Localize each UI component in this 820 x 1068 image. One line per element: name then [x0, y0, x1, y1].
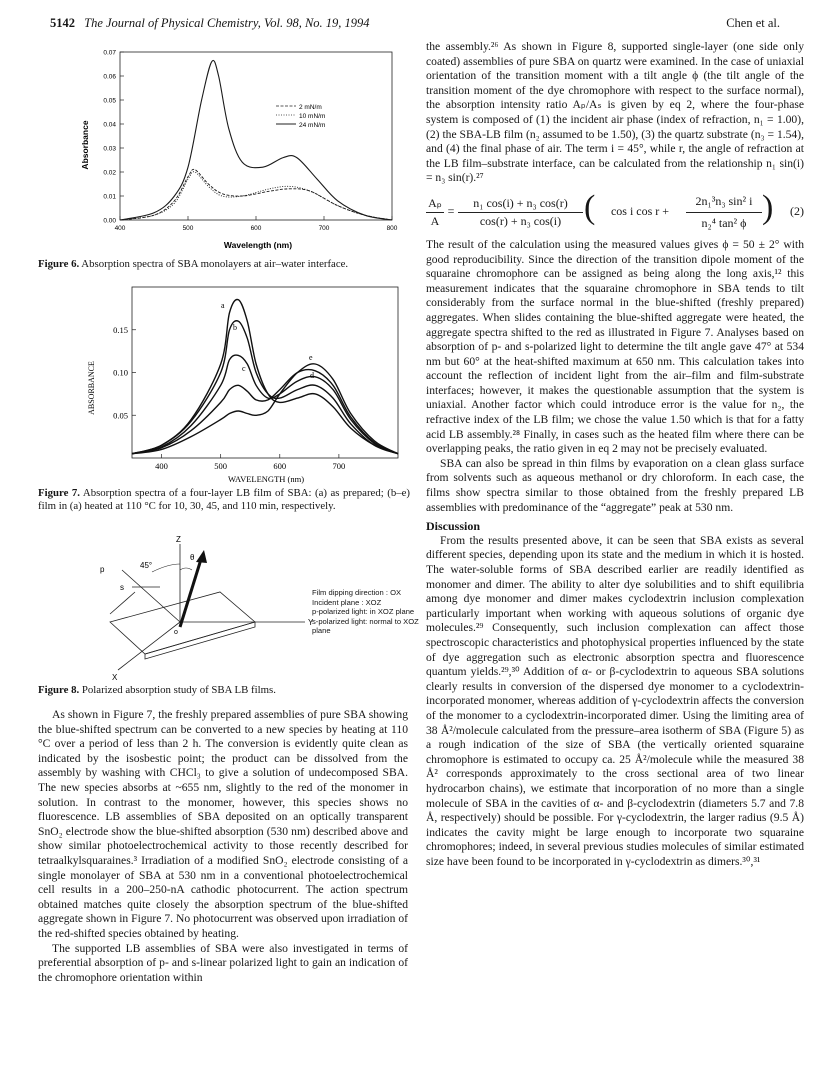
figure-6-ylabel: Absorbance [80, 120, 90, 170]
right-column-text [426, 40, 804, 869]
paragraph-assembly: the assembly.²⁶ As shown in Figure 8, supported single-layer (one side only coated) assemblies of pure SBA on quartz were examined. In the case of uniaxial orientation of the transition moment with a tilt angle ϕ (the tilt angle of the transition moment of the dye chromophore with respect to the surface normal), the absorption intensity ratio Aₚ/Aₛ is given by eq 2, where the four-phase system is composed of (1) the incident air phase (index of refraction, n₁ = 1.00), (2) the SBA-LB film (n₂ assumed to be 1.50), (3) the quartz substrate (n₃ = 1.54), and (4) the final phase of air. The term i = 45°, while r, the angle of refraction at the LB film–substrate interface, can be calculated from the relationship n₁ sin(i) = n₃ sin(r).²⁷ [426, 40, 804, 185]
label-theta: θ [190, 553, 195, 562]
curve-label-a: a [221, 301, 225, 310]
figure-7-caption-text: Absorption spectra of a four-layer LB film of SBA: (a) as prepared; (b–e) film in (a) heated at 110 °C for 10, 30, 45, and 110 min, respectively. [38, 487, 410, 513]
figure-7-axes [113, 287, 398, 471]
left-column-text [38, 708, 408, 985]
theta-arc [180, 568, 192, 570]
eq-paren-left: cos i cos r + [610, 203, 670, 218]
arrow-head [196, 550, 207, 563]
figure-6-lines [120, 60, 392, 220]
legend-p-polarized: p-polarized light: in XOZ plane [312, 607, 415, 617]
curve-label-e: e [309, 353, 313, 362]
x-tick-label: 600 [250, 225, 262, 232]
angle-arc [152, 564, 180, 572]
running-head [50, 16, 780, 36]
eq-number: (2) [790, 203, 804, 218]
page-number: 5142 [50, 16, 75, 30]
eq-mid-num: n₁ cos(i) + n₃ cos(r) [473, 195, 568, 210]
curve-label-c: c [242, 364, 246, 373]
x-tick-label: 400 [114, 225, 126, 232]
eq-lhs-den: A [430, 213, 440, 228]
x-axis [118, 622, 180, 670]
series-line-e [132, 364, 398, 454]
legend-2mnm: 2 mN/m [299, 104, 322, 111]
label-x: X [112, 673, 118, 682]
y-tick-label: 0.15 [113, 324, 128, 335]
journal-title: The Journal of Physical Chemistry, Vol. 98, No. 19, 1994 [84, 16, 370, 30]
series-line-a [132, 300, 398, 454]
figure-6-xlabel: Wavelength (nm) [223, 240, 293, 250]
plot-frame [120, 52, 392, 220]
authors: Chen et al. [726, 16, 780, 30]
figure-8-legend [312, 588, 422, 636]
y-tick-label: 0.03 [103, 145, 116, 153]
label-o: o [174, 629, 178, 636]
figure-7-caption [38, 487, 410, 513]
y-tick-label: 0.04 [103, 121, 116, 129]
y-tick-label: 0.05 [103, 97, 116, 105]
curve-label-b: b [233, 323, 237, 332]
y-tick-label: 0.02 [103, 169, 116, 177]
eq-lhs-num: Aₚ [428, 195, 442, 210]
y-tick-label: 0.07 [103, 49, 116, 57]
figure-8-caption-label: Figure 8. [38, 684, 80, 696]
eq-mid-den: cos(r) + n₃ cos(i) [479, 213, 562, 228]
x-tick-label: 400 [155, 461, 168, 471]
label-y: Y [308, 618, 314, 627]
label-p: p [100, 565, 105, 574]
figure-6-chart [70, 40, 410, 255]
legend-dipping: Film dipping direction : OX [312, 588, 402, 597]
y-tick-label: 0.00 [103, 217, 116, 225]
figure-8-caption-text: Polarized absorption study of SBA LB films. [81, 684, 276, 696]
figure-7-xlabel: WAVELENGTH (nm) [227, 474, 305, 484]
figure-7-curve-labels [221, 301, 314, 380]
x-tick-label: 600 [273, 461, 287, 471]
y-tick-label: 0.01 [103, 193, 116, 201]
p-vector [110, 592, 135, 614]
y-tick-label: 0.06 [103, 73, 116, 81]
figure-6-caption-text: Absorption spectra of SBA monolayers at air–water interface. [81, 258, 349, 270]
legend-incident: Incident plane : XOZ [312, 597, 382, 607]
figure-6-axes [103, 50, 397, 233]
x-tick-label: 800 [386, 225, 398, 232]
paragraph-polarized: The supported LB assemblies of SBA were also investigated in terms of preferential absorption of p- and s-linear polarized light to gain an indication of the chromophore orientation within [38, 941, 408, 984]
paragraph-heating: As shown in Figure 7, the freshly prepared assemblies of pure SBA showing the blue-shifted spectrum can be converted to a new species by heating at 110 °C over a period of less than 2 h. The conversion is evidently quite clean as indicated by the isosbestic point; the product can be dissolved from the assembly by washing with CHCl₃ to give a solution of undecomposed SBA. The new species absorbs at ~655 nm, slightly to the red of the monomer in solution. In contrast to the monomer, however, this species shows no fluorescence. LB assemblies of SBA deposited on an optically transparent SnO₂ electrode show the blue-shifted absorption (530 nm) described above and show similar photoelectrochemical activity to those recently described for tetraalkylsquaraines.³ Irradiation of a modified SnO₂ electrode consisting of a single monolayer of SBA at 530 nm in a conventional photoelectrochemical cell results in a 200–250-nA cathodic photocurrent. The action spectrum obtained matches quite closely the absorption spectrum of the blue-shifted aggregate shown in Figure 7. No photocurrent was observed upon irradiation of the red-shifted species obtained by heating. [38, 708, 408, 940]
x-tick-label: 500 [182, 225, 194, 232]
figure-6-caption-label: Figure 6. [38, 258, 80, 270]
label-z: Z [176, 535, 181, 544]
x-tick-label: 700 [332, 461, 346, 471]
series-line-0 [120, 169, 392, 220]
paragraph-spread: SBA can also be spread in thin films by evaporation on a clean glass surface from solvents such as aqueous methanol or dry chloroform. In each case, the films show spectra similar to those obtained from the freshly prepared LB assemblies with predominance of the “aggregate” peak at 530 nm. [426, 456, 804, 514]
figure-7-caption-label: Figure 7. [38, 487, 80, 499]
legend-s-polarized: s-polarized light: normal to XOZ plane [312, 616, 419, 636]
legend-24mnm: 24 mN/m [299, 122, 326, 129]
equation-2: Aₚ A = n₁ cos(i) + n₃ cos(r) cos(r) + n₃ cos(i) ( cos i cos r + 2n₁³n₃ sin² i n₂⁴ tan² ϕ ) (2) [426, 190, 804, 236]
legend-10mnm: 10 mN/m [299, 113, 326, 120]
series-line-1 [120, 172, 392, 220]
y-tick-label: 0.10 [113, 367, 128, 378]
paragraph-calculation: The result of the calculation using the measured values gives ϕ = 50 ± 2° with good reproducibility. Since the direction of the transition dipole moment of the squaraine chromophore can be assigned as being along the long axis,¹² this measurement indicates that the squaraine chromophore in SBA tends to tilt considerably from the surface normal in the blue-shifted (freshly prepared) aggregates. When slides containing the blue-shifted aggregate were heated, the aggregate spectra shifted to the red as illustrated in Figure 7. Analyses based on absorption of p- and s-polarized light to determine the tilt angle gave 47° at 534 nm but 60° at the heat-shifted maximum at 650 nm. This calculation takes into account the reflection of incident light from the air–film and film-substrate interfaces; however, it makes the questionable assumption that the system is uniaxial. Another factor which could introduce error is the value for n₂, the refractive index of the LB film; we chose the value 1.50 which is that for a fatty acid LB assembly.²⁸ Finally, in cases such as the heated film where there can be overlapping peaks, the ratio given in eq 2 may not be precisely evaluated. [426, 237, 804, 456]
figure-8-caption [38, 684, 410, 697]
eq-rhs-num: 2n₁³n₃ sin² i [695, 193, 753, 208]
label-s: s [120, 583, 124, 592]
x-tick-label: 500 [214, 461, 228, 471]
figure-7-ylabel: ABSORBANCE [87, 361, 96, 415]
figure-6-caption [38, 258, 410, 271]
paragraph-discussion: From the results presented above, it can be seen that SBA exists as several different species, depending upon its state and the medium in which it is hosted. The water-soluble forms of SBA described earlier are readily identified as monomer and dimer. The ability to alter dye solubilities and to shift equilibria among dye monomer and dimer makes cyclodextrin inclusion complexation particularly important when working with aqueous solutions of organic dye molecules.²⁹ Consequently, such inclusion complexation can affect those spectroscopic characteristics and photophysical properties influenced by the state of dye aggregation such as electronic absorption spectra and fluorescence quantum yields.²⁹,³⁰ Addition of α- or β-cyclodextrin to aqueous SBA solutions clearly results in conversion of the dispersed dye monomer to a cyclodextrin-incorporated monomer, whereas addition of γ-cyclodextrin affects the conversion of the monomer to a cyclodextrin-incorporated dimer. Using the limiting area of 38 Å²/molecule calculated from the pressure–area isotherm of SBA (Figure 5) as a rough indication of the size of SBA (the vertically oriented squaraine chromophore is estimated to occupy ca. 25 Å²/molecule while the measured 38 Å² corresponds approximately to the cross sectional area of two linear hydrocarbon chains), we estimate that incorporation of no more than a single molecule of SBA in the cavities of α- and β-cyclodextrin (diameters 5.7 and 7.8 Å, respectively) should be possible. For γ-cyclodextrin, the larger radius (9.5 Å) indicates the cavity might be large enough to incorporate two squaraine chromophores; indeed, in several previous studies molecules of similar estimated size have been found to be incorporated in γ-cyclodextrin as dimers.³⁰,³¹ [426, 533, 804, 868]
label-45: 45° [140, 561, 153, 570]
eq-rhs-den: n₂⁴ tan² ϕ [701, 215, 747, 230]
transition-moment-arrow [180, 556, 202, 627]
figure-6-legend [276, 104, 325, 129]
series-line-2 [120, 60, 392, 220]
figure-7-chart [86, 283, 406, 488]
y-tick-label: 0.05 [113, 410, 128, 421]
x-tick-label: 700 [318, 225, 330, 232]
figure-7-lines [132, 300, 398, 454]
curve-label-d: d [310, 371, 314, 380]
substrate-edge [145, 622, 255, 659]
section-heading-discussion: Discussion [426, 519, 481, 534]
